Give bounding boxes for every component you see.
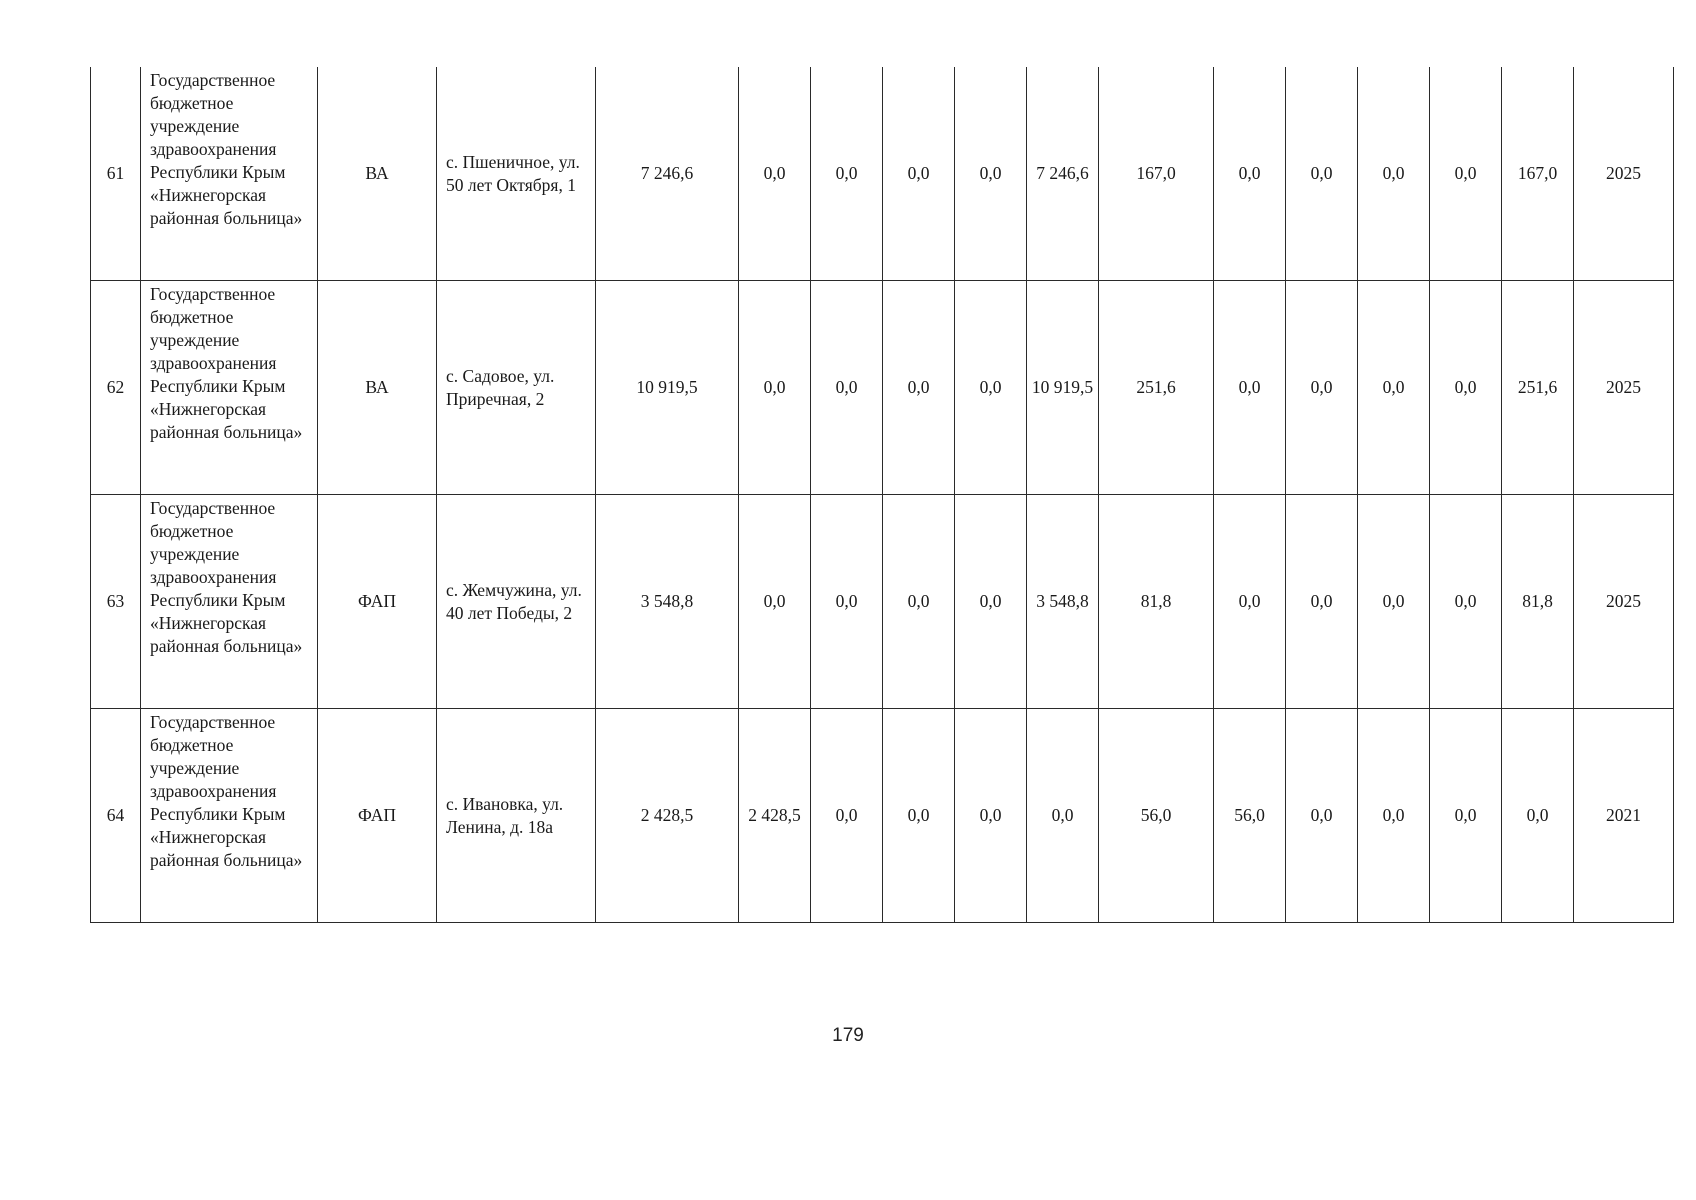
address-cell: с. Ивановка, ул. Ленина, д. 18а: [437, 709, 596, 923]
cost-2024-cell: 0,0: [955, 67, 1027, 281]
year-cell: 2025: [1574, 281, 1674, 495]
subsidy-2022-cell: 0,0: [1286, 495, 1358, 709]
subsidy-2024-cell: 0,0: [1430, 67, 1502, 281]
subsidy-2024-cell: 0,0: [1430, 709, 1502, 923]
cost-2025-cell: 10 919,5: [1027, 281, 1099, 495]
year-cell: 2021: [1574, 709, 1674, 923]
subsidy-2025-cell: 251,6: [1502, 281, 1574, 495]
cost-2024-cell: 0,0: [955, 495, 1027, 709]
facility-type-cell: ВА: [318, 281, 437, 495]
subsidy-2025-cell: 81,8: [1502, 495, 1574, 709]
subsidy-total-cell: 56,0: [1099, 709, 1214, 923]
subsidy-2022-cell: 0,0: [1286, 281, 1358, 495]
cost-2022-cell: 0,0: [811, 495, 883, 709]
cost-2023-cell: 0,0: [883, 281, 955, 495]
data-table: [90, 67, 1674, 923]
cost-2023-cell: 0,0: [883, 495, 955, 709]
cost-2023-cell: 0,0: [883, 709, 955, 923]
cost-2023-cell: 0,0: [883, 67, 955, 281]
cost-2024-cell: 0,0: [955, 709, 1027, 923]
row-number-cell: 62: [91, 281, 141, 495]
subsidy-2023-cell: 0,0: [1358, 495, 1430, 709]
cost-2021-cell: 0,0: [739, 281, 811, 495]
year-cell: 2025: [1574, 67, 1674, 281]
cost-2021-cell: 0,0: [739, 67, 811, 281]
cost-2022-cell: 0,0: [811, 67, 883, 281]
table-row: [91, 67, 1674, 281]
year-cell: 2025: [1574, 495, 1674, 709]
cost-2024-cell: 0,0: [955, 281, 1027, 495]
address-cell: с. Жемчужина, ул. 40 лет Победы, 2: [437, 495, 596, 709]
subsidy-2024-cell: 0,0: [1430, 281, 1502, 495]
cost-total-cell: 2 428,5: [596, 709, 739, 923]
subsidy-2023-cell: 0,0: [1358, 67, 1430, 281]
subsidy-2021-cell: 0,0: [1214, 495, 1286, 709]
organization-cell: Государственное бюджетное учреждение здравоохранения Республики Крым «Нижнегорская районная больница»: [141, 495, 318, 709]
subsidy-2022-cell: 0,0: [1286, 67, 1358, 281]
subsidy-2025-cell: 167,0: [1502, 67, 1574, 281]
row-number-cell: 63: [91, 495, 141, 709]
organization-cell: Государственное бюджетное учреждение здравоохранения Республики Крым «Нижнегорская районная больница»: [141, 281, 318, 495]
page-number: 179: [832, 1025, 864, 1046]
cost-2025-cell: 3 548,8: [1027, 495, 1099, 709]
address-cell: с. Садовое, ул. Приречная, 2: [437, 281, 596, 495]
subsidy-2025-cell: 0,0: [1502, 709, 1574, 923]
facility-type-cell: ВА: [318, 67, 437, 281]
subsidy-total-cell: 81,8: [1099, 495, 1214, 709]
subsidy-2024-cell: 0,0: [1430, 495, 1502, 709]
subsidy-total-cell: 167,0: [1099, 67, 1214, 281]
subsidy-2022-cell: 0,0: [1286, 709, 1358, 923]
cost-2025-cell: 7 246,6: [1027, 67, 1099, 281]
cost-total-cell: 10 919,5: [596, 281, 739, 495]
subsidy-2021-cell: 0,0: [1214, 281, 1286, 495]
cost-total-cell: 7 246,6: [596, 67, 739, 281]
facility-type-cell: ФАП: [318, 495, 437, 709]
organization-cell: Государственное бюджетное учреждение здравоохранения Республики Крым «Нижнегорская районная больница»: [141, 709, 318, 923]
organization-cell: Государственное бюджетное учреждение здравоохранения Республики Крым «Нижнегорская районная больница»: [141, 67, 318, 281]
table-row: [91, 281, 1674, 495]
cost-2022-cell: 0,0: [811, 709, 883, 923]
subsidy-2021-cell: 0,0: [1214, 67, 1286, 281]
cost-2025-cell: 0,0: [1027, 709, 1099, 923]
cost-2022-cell: 0,0: [811, 281, 883, 495]
subsidy-2021-cell: 56,0: [1214, 709, 1286, 923]
cost-2021-cell: 0,0: [739, 495, 811, 709]
cost-total-cell: 3 548,8: [596, 495, 739, 709]
subsidy-total-cell: 251,6: [1099, 281, 1214, 495]
table-row: [91, 709, 1674, 923]
address-cell: с. Пшеничное, ул. 50 лет Октября, 1: [437, 67, 596, 281]
row-number-cell: 61: [91, 67, 141, 281]
subsidy-2023-cell: 0,0: [1358, 709, 1430, 923]
cost-2021-cell: 2 428,5: [739, 709, 811, 923]
subsidy-2023-cell: 0,0: [1358, 281, 1430, 495]
row-number-cell: 64: [91, 709, 141, 923]
table-row: [91, 495, 1674, 709]
facility-type-cell: ФАП: [318, 709, 437, 923]
